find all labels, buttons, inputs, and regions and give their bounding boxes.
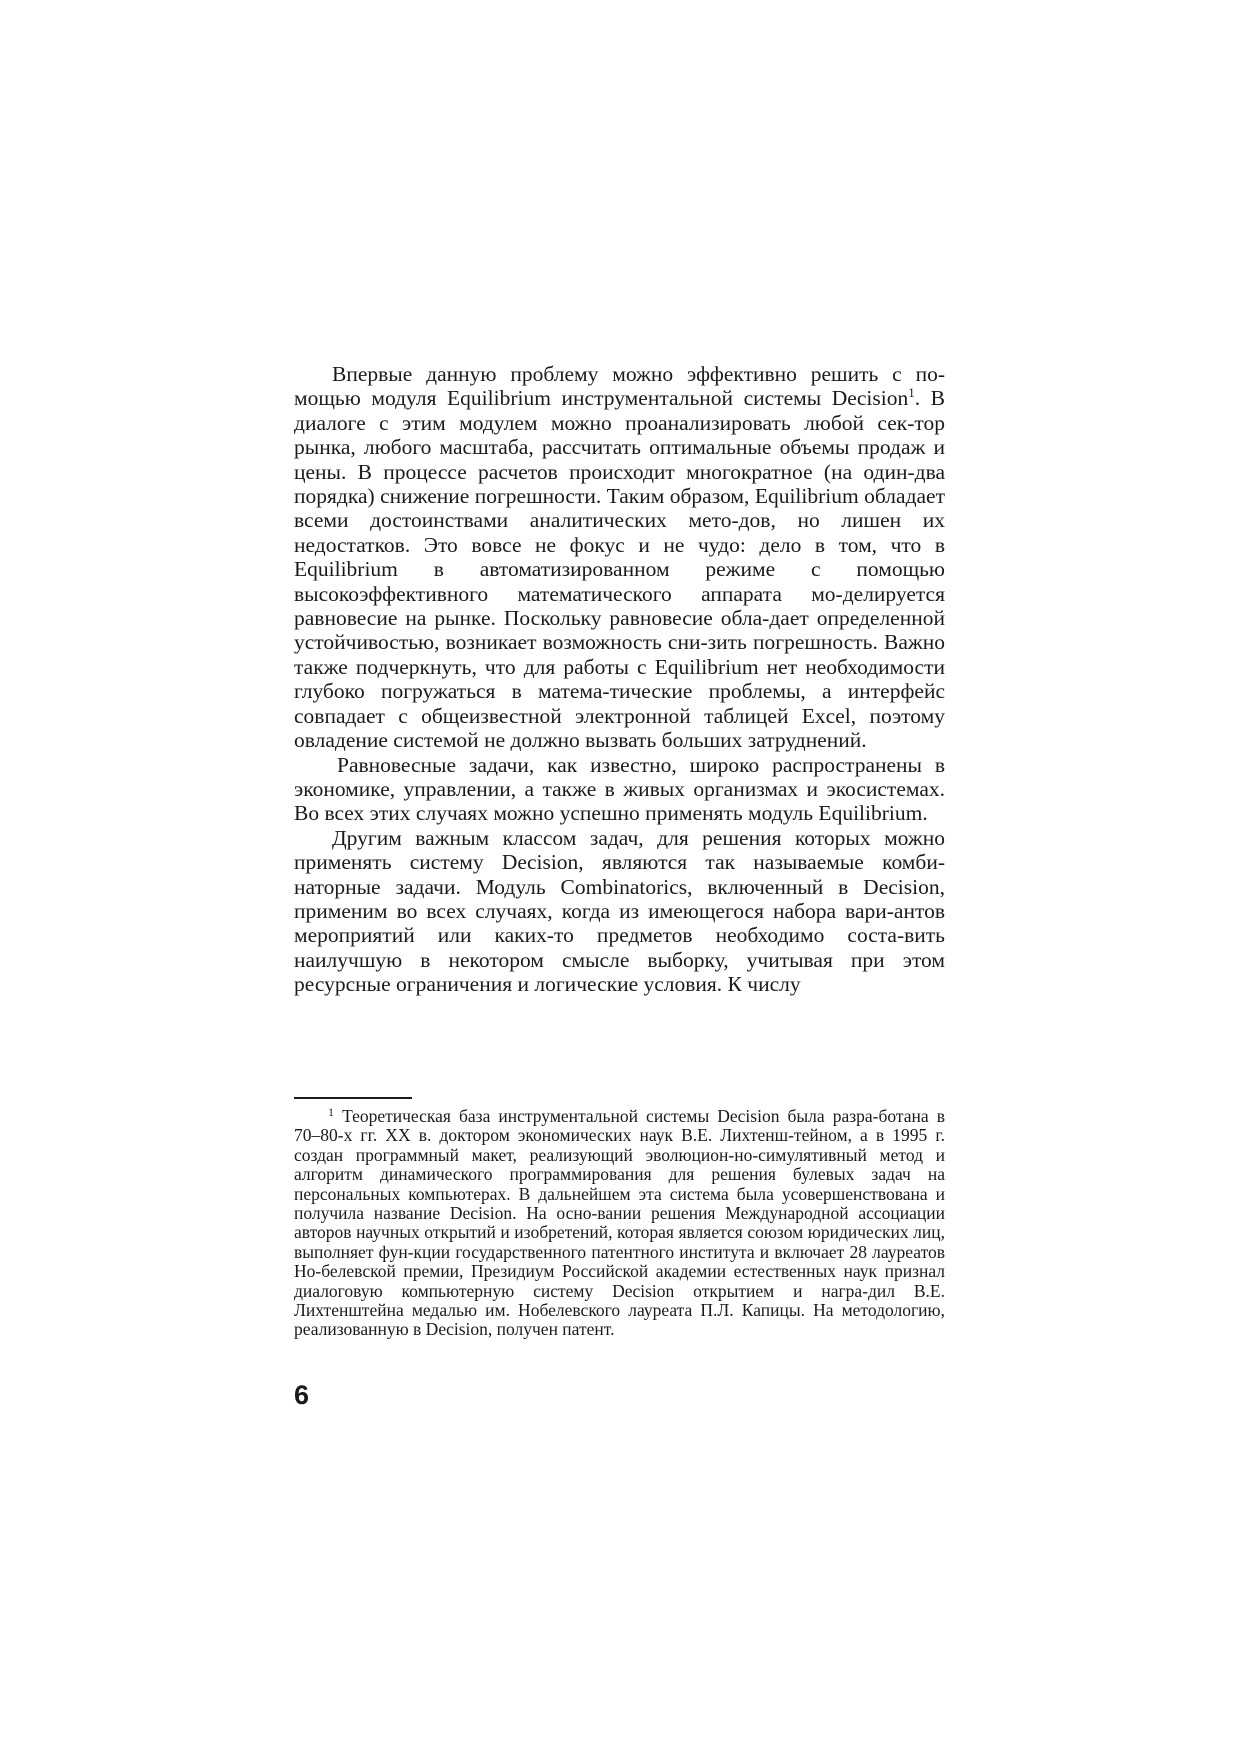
paragraph-1 [294,362,945,753]
page-number: 6 [294,1380,310,1410]
paragraph-1-text: Впервые данную проблему можно эффективно решить с по-мощью модуля Equilibrium инструментальной системы Decision [294,362,945,411]
paragraph-3: Другим важным классом задач, для решения которых можно применять систему Decision, являются так называемые комби-наторные задачи. Модуль Combinatorics, включенный в Decision, применим во всех случаях, когда из имеющегося набора вари-антов мероприятий или каких-то предметов необходимо соста-вить наилучшую в некотором смысле выборку, учитывая при этом ресурсные ограничения и логические условия. К числу [294,825,945,997]
footnote-reference: 1 [908,385,915,401]
paragraph-1-continuation: . В диалоге с этим модулем можно проанализировать любой сек-тор рынка, любого масштаба, рассчитать оптимальные объемы продаж и цены. В процессе расчетов происходит многократное (на один-два порядка) снижение погрешности. Таким образом, Equilibrium обладает всеми достоинствами аналитических мето-дов, но лишен их недостатков. Это вовсе не фокус и не чудо: дело в том, что в Equilibrium в автоматизированном режиме с помощью высокоэффективного математического аппарата мо-делируется равновесие на рынке. Поскольку равновесие обла-дает определенной устойчивостью, возникает возможность сни-зить погрешность. Важно также подчеркнуть, что для работы с Equilibrium нет необходимости глубоко погружаться в матема-тические проблемы, а интерфейс совпадает с общеизвестной электронной таблицей Excel, поэтому овладение системой не должно вызвать больших затруднений. [294,386,946,753]
footnote-text: Теоретическая база инструментальной системы Decision была разра-ботана в 70–80-х гг. XX в. доктором экономических наук В.Е. Лихтенш-тейном, а в 1995 г. создан программный макет, реализующий эволюцион-но-симулятивный метод и алгоритм динамического программирования для решения булевых задач на персональных компьютерах. В дальнейшем эта система была усовершенствована и получила название Decision. На осно-вании решения Международной ассоциации авторов научных открытий и изобретений, которая является союзом юридических лиц, выполняет фун-кции государственного патентного института и включает 28 лауреатов Но-белевской премии, Президиум Российской академии естественных наук признал диалоговую компьютерную систему Decision открытием и награ-дил В.Е. Лихтенштейна медалью им. Нобелевского лауреата П.Л. Капицы. На методологию, реализованную в Decision, получен патент. [294,1106,945,1340]
footnote-marker: 1 [328,1105,334,1119]
footnote [294,1107,945,1340]
main-text [294,362,945,997]
paragraph-2: Равновесные задачи, как известно, широко распространены в экономике, управлении, а также в живых организмах и экосистемах. Во всех этих случаях можно успешно применять модуль Equilibrium. [294,752,945,826]
footnote-separator [294,1097,412,1099]
